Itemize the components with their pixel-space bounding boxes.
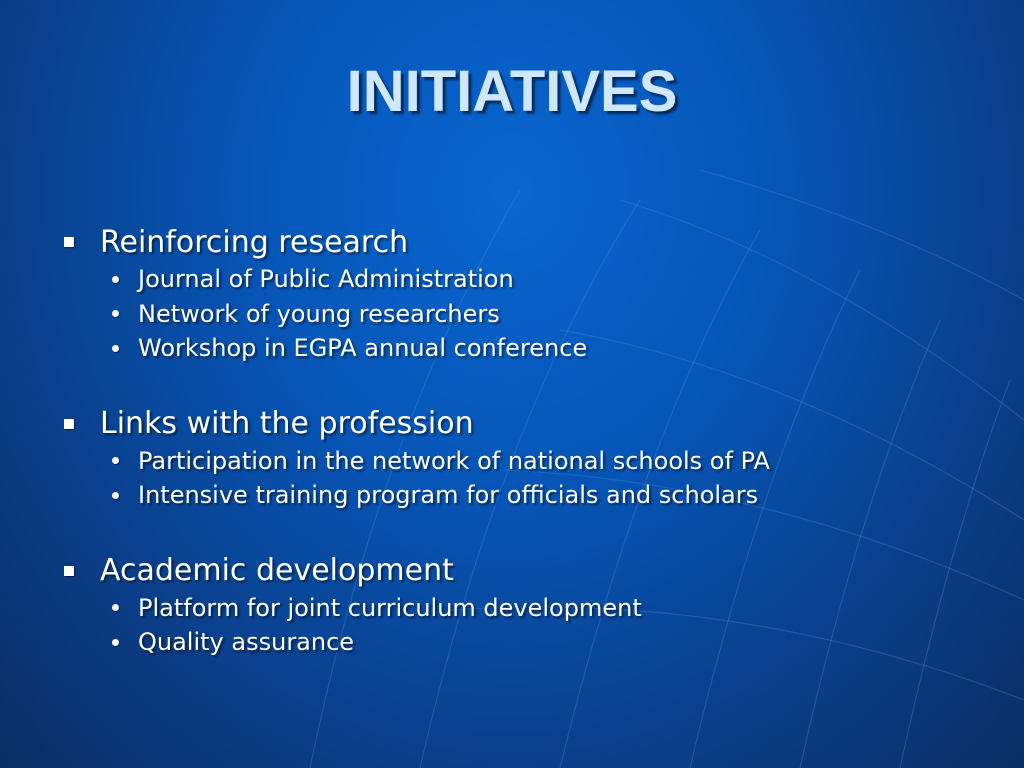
list-item bbox=[60, 444, 1000, 479]
bullet-list bbox=[60, 222, 1000, 660]
level1-label: Links with the profession bbox=[100, 406, 474, 441]
section-links-with-profession bbox=[60, 404, 1000, 513]
list-item-label: Workshop in EGPA annual conference bbox=[138, 334, 588, 363]
square-bullet-icon bbox=[64, 419, 74, 429]
dot-bullet-icon bbox=[112, 276, 119, 283]
square-bullet-icon bbox=[64, 237, 74, 247]
list-item-label: Participation in the network of national schools of PA bbox=[138, 446, 770, 475]
dot-bullet-icon bbox=[112, 310, 119, 317]
sub-list bbox=[60, 591, 1000, 660]
sub-list bbox=[60, 262, 1000, 366]
dot-bullet-icon bbox=[112, 604, 119, 611]
slide-title: INITIATIVES bbox=[346, 59, 678, 124]
list-item-label: Network of young researchers bbox=[138, 299, 500, 328]
dot-bullet-icon bbox=[112, 457, 119, 464]
section-reinforcing-research bbox=[60, 222, 1000, 366]
list-item-label: Journal of Public Administration bbox=[138, 265, 514, 294]
level1-label: Reinforcing research bbox=[100, 224, 409, 260]
list-item bbox=[60, 297, 1000, 332]
list-item bbox=[60, 262, 1000, 297]
section-academic-development bbox=[60, 551, 1000, 660]
list-item-label: Intensive training program for officials and scholars bbox=[138, 481, 759, 510]
level1-label: Academic development bbox=[100, 553, 454, 588]
level1-item bbox=[60, 551, 1000, 591]
list-item bbox=[60, 331, 1000, 366]
list-item bbox=[60, 625, 1000, 660]
square-bullet-icon bbox=[64, 566, 74, 576]
list-item bbox=[60, 478, 1000, 513]
list-item bbox=[60, 591, 1000, 626]
level1-item bbox=[60, 404, 1000, 444]
dot-bullet-icon bbox=[112, 345, 119, 352]
dot-bullet-icon bbox=[112, 492, 119, 499]
list-item-label: Platform for joint curriculum development bbox=[138, 593, 642, 622]
dot-bullet-icon bbox=[112, 639, 119, 646]
list-item-label: Quality assurance bbox=[138, 628, 355, 657]
level1-item bbox=[60, 222, 1000, 262]
sub-list bbox=[60, 444, 1000, 513]
